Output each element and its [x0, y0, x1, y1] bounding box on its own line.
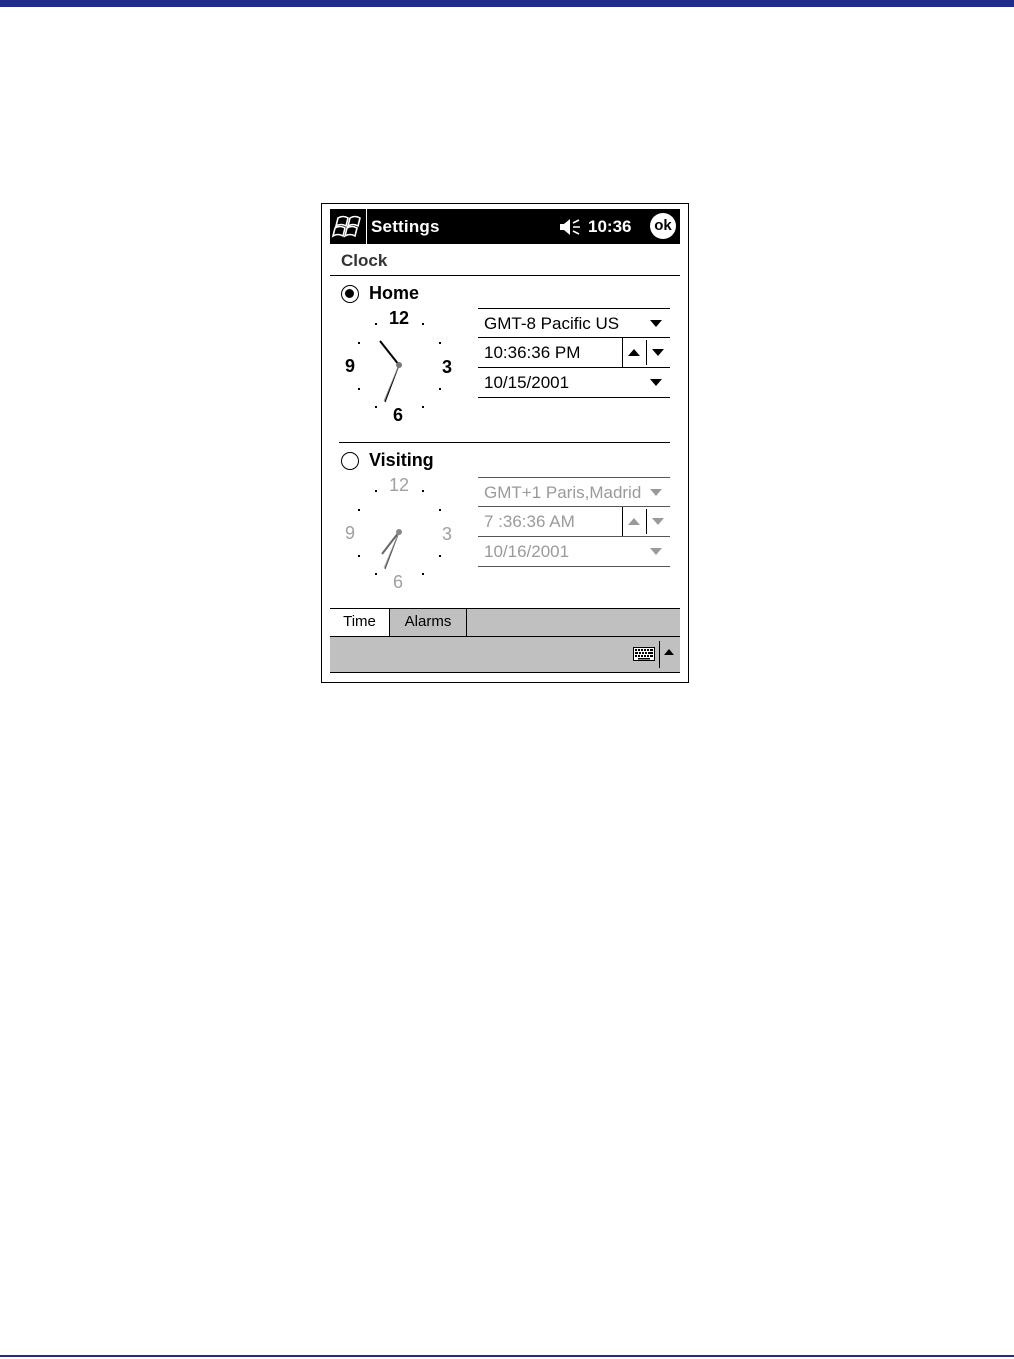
- home-date-select[interactable]: [478, 368, 670, 398]
- visiting-hour-hand: [382, 532, 399, 554]
- home-analog-clock: [336, 305, 460, 423]
- input-panel-divider: [659, 641, 660, 668]
- visiting-timezone-value: GMT+1 Paris,Madrid: [484, 483, 642, 502]
- home-time-spinner[interactable]: [622, 338, 670, 367]
- home-radio[interactable]: [341, 285, 359, 303]
- start-button[interactable]: [330, 209, 367, 244]
- home-timezone-select[interactable]: [478, 308, 670, 338]
- input-selector-arrow-icon[interactable]: [664, 649, 674, 655]
- device-screen: [321, 203, 689, 683]
- visiting-numeral-9: 9: [344, 523, 356, 543]
- visiting-numeral-12: 12: [388, 475, 410, 495]
- visiting-timezone-select: [478, 477, 670, 507]
- title-bar: [330, 209, 680, 244]
- visiting-time-spinner: [622, 507, 670, 536]
- visiting-label: Visiting: [369, 450, 434, 470]
- visiting-date-value: 10/16/2001: [484, 542, 570, 561]
- home-numeral-12: 12: [388, 308, 410, 328]
- chevron-down-icon: [650, 379, 662, 386]
- header-divider: [330, 275, 680, 276]
- visiting-analog-clock: [336, 472, 460, 590]
- visiting-time-value: 7 :36:36 AM: [484, 512, 575, 531]
- home-numeral-6: 6: [392, 405, 404, 423]
- bottom-rule: [0, 1355, 1014, 1357]
- keyboard-icon[interactable]: [633, 647, 655, 661]
- visiting-numeral-3: 3: [441, 524, 453, 544]
- tab-time[interactable]: Time: [330, 609, 390, 636]
- page-title: Clock: [341, 251, 388, 270]
- chevron-down-icon: [650, 320, 662, 327]
- system-clock[interactable]: 10:36: [588, 217, 632, 236]
- home-clock-center: [396, 362, 402, 368]
- visiting-clock-center: [396, 529, 402, 535]
- home-hour-hand: [380, 341, 399, 365]
- menu-bar: [330, 636, 680, 673]
- visiting-time-field: [478, 507, 670, 537]
- visiting-radio[interactable]: [341, 452, 359, 470]
- spin-down-icon: [652, 518, 664, 525]
- tab-strip: [330, 608, 680, 636]
- visiting-numeral-6: 6: [392, 572, 404, 590]
- home-numeral-9: 9: [344, 356, 356, 376]
- chevron-down-icon: [650, 548, 662, 555]
- windows-flag-icon: [330, 209, 367, 244]
- home-date-value: 10/15/2001: [484, 373, 570, 392]
- section-divider: [339, 442, 670, 443]
- visiting-date-select: [478, 537, 670, 567]
- home-time-value: 10:36:36 PM: [484, 343, 581, 362]
- home-timezone-value: GMT-8 Pacific US: [484, 314, 620, 333]
- home-label: Home: [369, 283, 420, 303]
- spin-down-icon[interactable]: [652, 349, 664, 356]
- spin-up-icon[interactable]: [628, 349, 640, 356]
- ok-button[interactable]: ok: [650, 213, 676, 239]
- tab-alarms[interactable]: Alarms: [390, 609, 467, 636]
- speaker-muted-icon[interactable]: [559, 218, 583, 236]
- spinner-divider: [646, 340, 647, 365]
- home-numeral-3: 3: [441, 357, 453, 377]
- top-rule: [0, 0, 1014, 7]
- window-title: Settings: [371, 217, 440, 236]
- spin-up-icon: [628, 518, 640, 525]
- spinner-divider: [646, 509, 647, 534]
- chevron-down-icon: [650, 489, 662, 496]
- home-second-hand: [384, 365, 399, 401]
- home-time-field[interactable]: [478, 338, 670, 368]
